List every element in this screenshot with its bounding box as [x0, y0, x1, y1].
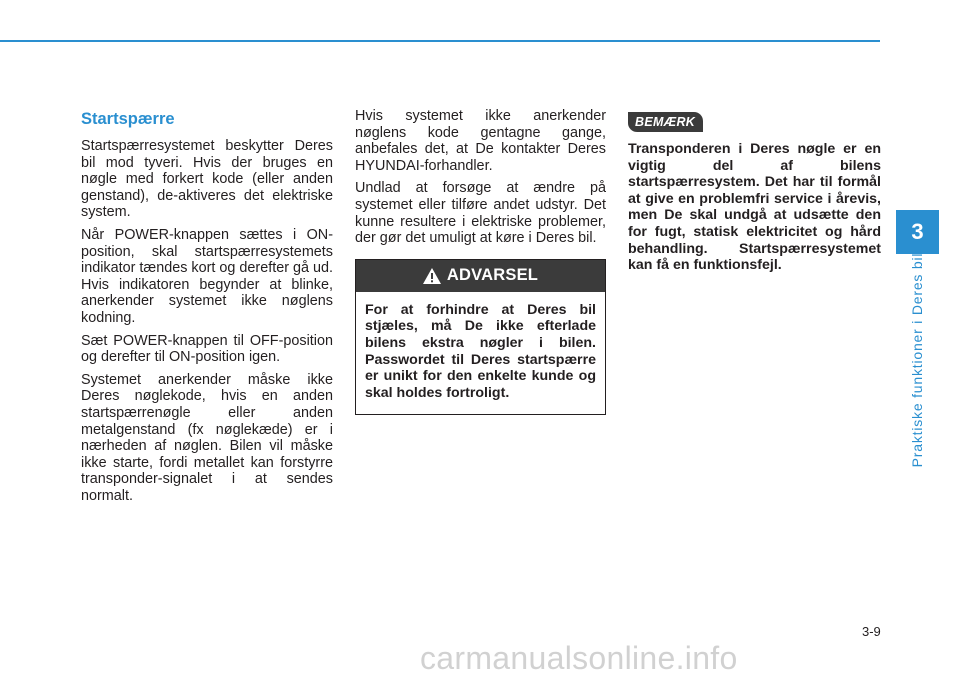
warning-box [355, 259, 606, 416]
note-text: Transponderen i Deres nøgle er en vigtig del af bilens startspærresystem. Det har til formål at give en problemfri service i årevis, men De skal undgå at udsætte den for fugt, statisk elektricitet og hård behandling. Startspærresystemet kan få en funktionsfejl. [628, 141, 881, 274]
warning-header [356, 260, 605, 292]
body-paragraph: Sæt POWER-knappen til OFF-position og derefter til ON-position igen. [81, 332, 333, 366]
column-2 [355, 108, 606, 415]
section-heading: Startspærre [81, 110, 175, 128]
column-1 [81, 108, 333, 510]
body-paragraph: Startspærresystemet beskytter Deres bil mod tyveri. Hvis der bruges en nøgle med forkert kode (eller anden genstand), de-aktiveres det elektriske system. [81, 138, 333, 221]
column-3 [628, 108, 881, 274]
chapter-tab: 3 [896, 210, 939, 254]
body-paragraph: Undlad at forsøge at ændre på systemet eller tilføre andet udstyr. Det kunne resultere i elektriske problemer, der gør det umuligt at køre i Deres bil. [355, 180, 606, 247]
warning-triangle-icon [423, 268, 441, 284]
top-rule [0, 40, 880, 42]
body-paragraph: Når POWER-knappen sættes i ON-position, skal startspærresystemets indikator tændes kort og derefter gå ud. Hvis indikatoren begynder at blinke, anerkender systemet ikke nøglens kodning. [81, 226, 333, 326]
page-number: 3-9 [862, 624, 881, 639]
body-paragraph: Systemet anerkender måske ikke Deres nøglekode, hvis en anden startspærrenøgle eller anden metalgenstand (fx nøglekæde) er i nærheden af nøglen. Bilen vil måske ikke starte, fordi metallet kan forstyrre transponder-signalet i at sendes normalt. [81, 371, 333, 504]
note-badge: BEMÆRK [628, 112, 703, 132]
watermark: carmanualsonline.info [420, 640, 738, 676]
warning-title: ADVARSEL [446, 266, 539, 285]
chapter-title: Praktiske funktioner i Deres bil [909, 252, 925, 468]
warning-text: For at forhindre at Deres bil stjæles, må De ikke efterlade bilens ekstra nøgler i bilen. Passwordet til Deres startspærre er unikt for den enkelte kunde og skal holdes fortroligt. [365, 301, 596, 401]
body-paragraph: Hvis systemet ikke anerkender nøglens kode gentagne gange, anbefales det, at De kontakter Deres HYUNDAI-forhandler. [355, 108, 606, 174]
